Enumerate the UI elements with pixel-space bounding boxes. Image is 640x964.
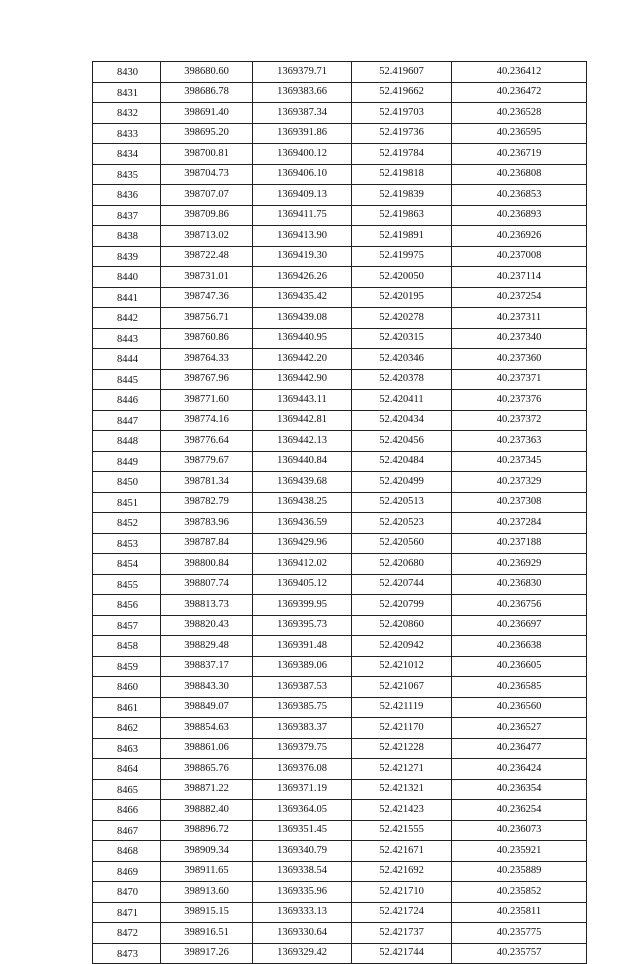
table-row (93, 718, 587, 739)
point-id-cell: 8472 (93, 923, 161, 944)
y-coordinate-cell: 1369399.95 (253, 595, 352, 616)
x-coordinate-cell: 398882.40 (161, 800, 253, 821)
point-id-cell: 8471 (93, 902, 161, 923)
point-id-cell: 8464 (93, 759, 161, 780)
latitude-cell: 52.420680 (352, 554, 452, 575)
y-coordinate-cell: 1369405.12 (253, 574, 352, 595)
point-id-cell: 8436 (93, 185, 161, 206)
table-row (93, 62, 587, 83)
x-coordinate-cell: 398709.86 (161, 205, 253, 226)
x-coordinate-cell: 398774.16 (161, 410, 253, 431)
point-id-cell: 8438 (93, 226, 161, 247)
coordinates-table (92, 61, 587, 964)
latitude-cell: 52.421321 (352, 779, 452, 800)
y-coordinate-cell: 1369387.53 (253, 677, 352, 698)
table-row (93, 185, 587, 206)
table-row (93, 800, 587, 821)
table-row (93, 205, 587, 226)
longitude-cell: 40.237376 (452, 390, 587, 411)
table-row (93, 820, 587, 841)
longitude-cell: 40.237188 (452, 533, 587, 554)
y-coordinate-cell: 1369383.37 (253, 718, 352, 739)
table-row (93, 410, 587, 431)
x-coordinate-cell: 398713.02 (161, 226, 253, 247)
table-row (93, 308, 587, 329)
longitude-cell: 40.236605 (452, 656, 587, 677)
point-id-cell: 8463 (93, 738, 161, 759)
latitude-cell: 52.419703 (352, 103, 452, 124)
longitude-cell: 40.235889 (452, 861, 587, 882)
x-coordinate-cell: 398787.84 (161, 533, 253, 554)
table-row (93, 472, 587, 493)
x-coordinate-cell: 398911.65 (161, 861, 253, 882)
x-coordinate-cell: 398700.81 (161, 144, 253, 165)
latitude-cell: 52.421012 (352, 656, 452, 677)
longitude-cell: 40.236073 (452, 820, 587, 841)
x-coordinate-cell: 398917.26 (161, 943, 253, 964)
table-row (93, 246, 587, 267)
point-id-cell: 8459 (93, 656, 161, 677)
x-coordinate-cell: 398779.67 (161, 451, 253, 472)
longitude-cell: 40.235757 (452, 943, 587, 964)
latitude-cell: 52.421228 (352, 738, 452, 759)
x-coordinate-cell: 398865.76 (161, 759, 253, 780)
point-id-cell: 8458 (93, 636, 161, 657)
table-row (93, 882, 587, 903)
point-id-cell: 8454 (93, 554, 161, 575)
y-coordinate-cell: 1369438.25 (253, 492, 352, 513)
table-row (93, 943, 587, 964)
table-row (93, 554, 587, 575)
x-coordinate-cell: 398704.73 (161, 164, 253, 185)
y-coordinate-cell: 1369440.95 (253, 328, 352, 349)
longitude-cell: 40.236697 (452, 615, 587, 636)
longitude-cell: 40.237284 (452, 513, 587, 534)
latitude-cell: 52.420315 (352, 328, 452, 349)
x-coordinate-cell: 398807.74 (161, 574, 253, 595)
longitude-cell: 40.236808 (452, 164, 587, 185)
table-row (93, 492, 587, 513)
y-coordinate-cell: 1369409.13 (253, 185, 352, 206)
point-id-cell: 8433 (93, 123, 161, 144)
longitude-cell: 40.236254 (452, 800, 587, 821)
longitude-cell: 40.237329 (452, 472, 587, 493)
y-coordinate-cell: 1369329.42 (253, 943, 352, 964)
x-coordinate-cell: 398680.60 (161, 62, 253, 83)
longitude-cell: 40.235811 (452, 902, 587, 923)
y-coordinate-cell: 1369387.34 (253, 103, 352, 124)
x-coordinate-cell: 398800.84 (161, 554, 253, 575)
point-id-cell: 8457 (93, 615, 161, 636)
x-coordinate-cell: 398747.36 (161, 287, 253, 308)
latitude-cell: 52.421067 (352, 677, 452, 698)
table-row (93, 841, 587, 862)
x-coordinate-cell: 398916.51 (161, 923, 253, 944)
point-id-cell: 8440 (93, 267, 161, 288)
longitude-cell: 40.236560 (452, 697, 587, 718)
latitude-cell: 52.421737 (352, 923, 452, 944)
point-id-cell: 8432 (93, 103, 161, 124)
point-id-cell: 8447 (93, 410, 161, 431)
latitude-cell: 52.420560 (352, 533, 452, 554)
table-row (93, 144, 587, 165)
latitude-cell: 52.421119 (352, 697, 452, 718)
y-coordinate-cell: 1369385.75 (253, 697, 352, 718)
table-row (93, 697, 587, 718)
table-row (93, 123, 587, 144)
longitude-cell: 40.237311 (452, 308, 587, 329)
point-id-cell: 8469 (93, 861, 161, 882)
latitude-cell: 52.419818 (352, 164, 452, 185)
point-id-cell: 8450 (93, 472, 161, 493)
longitude-cell: 40.236595 (452, 123, 587, 144)
latitude-cell: 52.419662 (352, 82, 452, 103)
y-coordinate-cell: 1369376.08 (253, 759, 352, 780)
point-id-cell: 8461 (93, 697, 161, 718)
point-id-cell: 8445 (93, 369, 161, 390)
point-id-cell: 8470 (93, 882, 161, 903)
x-coordinate-cell: 398760.86 (161, 328, 253, 349)
table-row (93, 636, 587, 657)
point-id-cell: 8439 (93, 246, 161, 267)
point-id-cell: 8467 (93, 820, 161, 841)
x-coordinate-cell: 398783.96 (161, 513, 253, 534)
latitude-cell: 52.420378 (352, 369, 452, 390)
point-id-cell: 8431 (93, 82, 161, 103)
table-row (93, 82, 587, 103)
coordinates-table-body (93, 62, 587, 964)
latitude-cell: 52.420942 (352, 636, 452, 657)
y-coordinate-cell: 1369426.26 (253, 267, 352, 288)
x-coordinate-cell: 398843.30 (161, 677, 253, 698)
y-coordinate-cell: 1369436.59 (253, 513, 352, 534)
point-id-cell: 8453 (93, 533, 161, 554)
point-id-cell: 8455 (93, 574, 161, 595)
point-id-cell: 8434 (93, 144, 161, 165)
y-coordinate-cell: 1369379.75 (253, 738, 352, 759)
y-coordinate-cell: 1369442.81 (253, 410, 352, 431)
y-coordinate-cell: 1369413.90 (253, 226, 352, 247)
table-row (93, 861, 587, 882)
table-row (93, 738, 587, 759)
longitude-cell: 40.237371 (452, 369, 587, 390)
longitude-cell: 40.236424 (452, 759, 587, 780)
table-row (93, 677, 587, 698)
longitude-cell: 40.237308 (452, 492, 587, 513)
latitude-cell: 52.420860 (352, 615, 452, 636)
x-coordinate-cell: 398691.40 (161, 103, 253, 124)
x-coordinate-cell: 398871.22 (161, 779, 253, 800)
longitude-cell: 40.236527 (452, 718, 587, 739)
longitude-cell: 40.237340 (452, 328, 587, 349)
longitude-cell: 40.236528 (452, 103, 587, 124)
x-coordinate-cell: 398695.20 (161, 123, 253, 144)
x-coordinate-cell: 398771.60 (161, 390, 253, 411)
y-coordinate-cell: 1369406.10 (253, 164, 352, 185)
longitude-cell: 40.236929 (452, 554, 587, 575)
point-id-cell: 8451 (93, 492, 161, 513)
table-row (93, 267, 587, 288)
point-id-cell: 8444 (93, 349, 161, 370)
y-coordinate-cell: 1369419.30 (253, 246, 352, 267)
table-row (93, 615, 587, 636)
longitude-cell: 40.236893 (452, 205, 587, 226)
x-coordinate-cell: 398782.79 (161, 492, 253, 513)
longitude-cell: 40.236853 (452, 185, 587, 206)
point-id-cell: 8465 (93, 779, 161, 800)
latitude-cell: 52.420456 (352, 431, 452, 452)
x-coordinate-cell: 398756.71 (161, 308, 253, 329)
latitude-cell: 52.421710 (352, 882, 452, 903)
longitude-cell: 40.237372 (452, 410, 587, 431)
longitude-cell: 40.237008 (452, 246, 587, 267)
latitude-cell: 52.419975 (352, 246, 452, 267)
x-coordinate-cell: 398915.15 (161, 902, 253, 923)
latitude-cell: 52.421271 (352, 759, 452, 780)
longitude-cell: 40.237363 (452, 431, 587, 452)
latitude-cell: 52.420744 (352, 574, 452, 595)
y-coordinate-cell: 1369330.64 (253, 923, 352, 944)
latitude-cell: 52.421555 (352, 820, 452, 841)
table-row (93, 226, 587, 247)
point-id-cell: 8468 (93, 841, 161, 862)
latitude-cell: 52.419839 (352, 185, 452, 206)
point-id-cell: 8448 (93, 431, 161, 452)
point-id-cell: 8462 (93, 718, 161, 739)
point-id-cell: 8442 (93, 308, 161, 329)
latitude-cell: 52.419863 (352, 205, 452, 226)
point-id-cell: 8435 (93, 164, 161, 185)
y-coordinate-cell: 1369400.12 (253, 144, 352, 165)
longitude-cell: 40.236638 (452, 636, 587, 657)
latitude-cell: 52.420499 (352, 472, 452, 493)
point-id-cell: 8466 (93, 800, 161, 821)
y-coordinate-cell: 1369338.54 (253, 861, 352, 882)
latitude-cell: 52.419607 (352, 62, 452, 83)
y-coordinate-cell: 1369442.90 (253, 369, 352, 390)
x-coordinate-cell: 398909.34 (161, 841, 253, 862)
point-id-cell: 8441 (93, 287, 161, 308)
y-coordinate-cell: 1369364.05 (253, 800, 352, 821)
latitude-cell: 52.419736 (352, 123, 452, 144)
y-coordinate-cell: 1369429.96 (253, 533, 352, 554)
y-coordinate-cell: 1369351.45 (253, 820, 352, 841)
x-coordinate-cell: 398837.17 (161, 656, 253, 677)
latitude-cell: 52.419891 (352, 226, 452, 247)
x-coordinate-cell: 398686.78 (161, 82, 253, 103)
table-row (93, 349, 587, 370)
y-coordinate-cell: 1369391.48 (253, 636, 352, 657)
longitude-cell: 40.235852 (452, 882, 587, 903)
table-row (93, 923, 587, 944)
table-row (93, 164, 587, 185)
point-id-cell: 8437 (93, 205, 161, 226)
latitude-cell: 52.420195 (352, 287, 452, 308)
x-coordinate-cell: 398722.48 (161, 246, 253, 267)
x-coordinate-cell: 398731.01 (161, 267, 253, 288)
x-coordinate-cell: 398820.43 (161, 615, 253, 636)
table-row (93, 595, 587, 616)
x-coordinate-cell: 398776.64 (161, 431, 253, 452)
longitude-cell: 40.236412 (452, 62, 587, 83)
x-coordinate-cell: 398707.07 (161, 185, 253, 206)
latitude-cell: 52.419784 (352, 144, 452, 165)
y-coordinate-cell: 1369439.68 (253, 472, 352, 493)
x-coordinate-cell: 398813.73 (161, 595, 253, 616)
x-coordinate-cell: 398767.96 (161, 369, 253, 390)
y-coordinate-cell: 1369379.71 (253, 62, 352, 83)
table-row (93, 390, 587, 411)
longitude-cell: 40.236719 (452, 144, 587, 165)
table-row (93, 103, 587, 124)
y-coordinate-cell: 1369412.02 (253, 554, 352, 575)
longitude-cell: 40.236926 (452, 226, 587, 247)
table-row (93, 656, 587, 677)
latitude-cell: 52.420411 (352, 390, 452, 411)
point-id-cell: 8460 (93, 677, 161, 698)
latitude-cell: 52.421744 (352, 943, 452, 964)
table-row (93, 574, 587, 595)
point-id-cell: 8473 (93, 943, 161, 964)
point-id-cell: 8452 (93, 513, 161, 534)
y-coordinate-cell: 1369333.13 (253, 902, 352, 923)
table-row (93, 902, 587, 923)
longitude-cell: 40.237360 (452, 349, 587, 370)
y-coordinate-cell: 1369340.79 (253, 841, 352, 862)
point-id-cell: 8446 (93, 390, 161, 411)
y-coordinate-cell: 1369440.84 (253, 451, 352, 472)
longitude-cell: 40.236477 (452, 738, 587, 759)
table-row (93, 369, 587, 390)
y-coordinate-cell: 1369389.06 (253, 656, 352, 677)
longitude-cell: 40.236354 (452, 779, 587, 800)
y-coordinate-cell: 1369443.11 (253, 390, 352, 411)
x-coordinate-cell: 398896.72 (161, 820, 253, 841)
y-coordinate-cell: 1369371.19 (253, 779, 352, 800)
latitude-cell: 52.420346 (352, 349, 452, 370)
latitude-cell: 52.420050 (352, 267, 452, 288)
table-row (93, 287, 587, 308)
x-coordinate-cell: 398861.06 (161, 738, 253, 759)
y-coordinate-cell: 1369335.96 (253, 882, 352, 903)
x-coordinate-cell: 398854.63 (161, 718, 253, 739)
table-row (93, 779, 587, 800)
y-coordinate-cell: 1369442.20 (253, 349, 352, 370)
table-row (93, 431, 587, 452)
longitude-cell: 40.236830 (452, 574, 587, 595)
x-coordinate-cell: 398829.48 (161, 636, 253, 657)
latitude-cell: 52.420278 (352, 308, 452, 329)
table-row (93, 328, 587, 349)
point-id-cell: 8430 (93, 62, 161, 83)
latitude-cell: 52.421423 (352, 800, 452, 821)
longitude-cell: 40.237345 (452, 451, 587, 472)
longitude-cell: 40.237114 (452, 267, 587, 288)
table-row (93, 533, 587, 554)
point-id-cell: 8443 (93, 328, 161, 349)
latitude-cell: 52.420799 (352, 595, 452, 616)
longitude-cell: 40.236756 (452, 595, 587, 616)
point-id-cell: 8449 (93, 451, 161, 472)
latitude-cell: 52.421671 (352, 841, 452, 862)
latitude-cell: 52.421170 (352, 718, 452, 739)
latitude-cell: 52.420434 (352, 410, 452, 431)
y-coordinate-cell: 1369439.08 (253, 308, 352, 329)
x-coordinate-cell: 398849.07 (161, 697, 253, 718)
point-id-cell: 8456 (93, 595, 161, 616)
y-coordinate-cell: 1369391.86 (253, 123, 352, 144)
table-row (93, 759, 587, 780)
latitude-cell: 52.421692 (352, 861, 452, 882)
longitude-cell: 40.236585 (452, 677, 587, 698)
longitude-cell: 40.236472 (452, 82, 587, 103)
y-coordinate-cell: 1369395.73 (253, 615, 352, 636)
longitude-cell: 40.235921 (452, 841, 587, 862)
y-coordinate-cell: 1369383.66 (253, 82, 352, 103)
latitude-cell: 52.420523 (352, 513, 452, 534)
longitude-cell: 40.237254 (452, 287, 587, 308)
x-coordinate-cell: 398913.60 (161, 882, 253, 903)
longitude-cell: 40.235775 (452, 923, 587, 944)
x-coordinate-cell: 398764.33 (161, 349, 253, 370)
latitude-cell: 52.420484 (352, 451, 452, 472)
latitude-cell: 52.420513 (352, 492, 452, 513)
latitude-cell: 52.421724 (352, 902, 452, 923)
y-coordinate-cell: 1369411.75 (253, 205, 352, 226)
y-coordinate-cell: 1369435.42 (253, 287, 352, 308)
table-row (93, 451, 587, 472)
table-row (93, 513, 587, 534)
y-coordinate-cell: 1369442.13 (253, 431, 352, 452)
x-coordinate-cell: 398781.34 (161, 472, 253, 493)
